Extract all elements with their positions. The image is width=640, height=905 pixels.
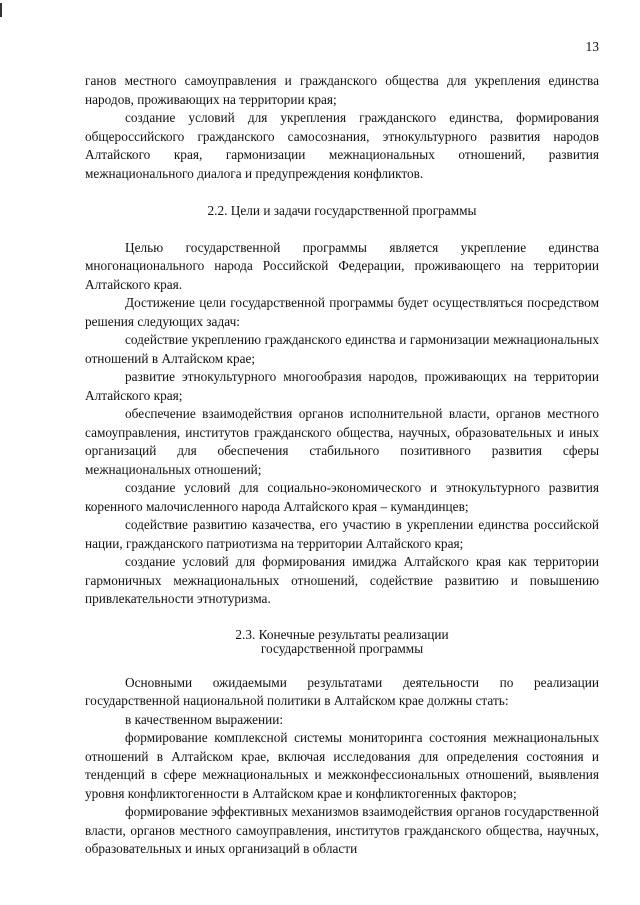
paragraph: обеспечение взаимодействия органов исполнительной власти, органов местного самоуправления, институтов гражданского общества, научных, образовательных и иных организаций для обеспечения стабильного позитивного развития сферы межнациональных отношений;: [85, 406, 599, 477]
paragraph: создание условий для укрепления гражданского единства, формирования общероссийского гражданского самосознания, этнокультурного развития народов Алтайского края, гармонизации межнациональных отношений, развития межнационального диалога и предупреждения конфликтов.: [85, 110, 599, 181]
paragraph: ганов местного самоуправления и гражданского общества для укрепления единства народов, проживающих на территории края;: [85, 73, 599, 107]
paragraph: создание условий для формирования имиджа Алтайского края как территории гармоничных межнациональных отношений, содействие развитию и повышению привлекательности этнотуризма.: [85, 554, 599, 606]
paragraph: Основными ожидаемыми результатами деятельности по реализации государственной национальной политики в Алтайском крае должны стать:: [85, 674, 599, 708]
section-heading-line: государственной программы: [260, 640, 424, 656]
paragraph: содействие развитию казачества, его участию в укреплении единства российской нации, гражданского патриотизма на территории Алтайского края;: [85, 517, 599, 551]
page-number: 13: [585, 39, 599, 54]
paragraph: формирование эффективных механизмов взаимодействия органов государственной власти, органов местного самоуправления, институтов гражданского общества, научных, образовательных и иных организаций в области: [85, 804, 599, 856]
paragraph: Целью государственной программы является укрепление единства многонационального народа Российской Федерации, проживающего на территории Алтайского края.: [85, 239, 599, 292]
paragraph: содействие укреплению гражданского единства и гармонизации межнациональных отношений в Алтайском крае;: [85, 332, 599, 366]
section-heading: 2.2. Цели и задачи государственной программы: [207, 203, 477, 218]
paragraph: Достижение цели государственной программы будет осуществляться посредством решения следующих задач:: [85, 295, 599, 329]
paragraph: создание условий для социально-экономического и этнокультурного развития коренного малочисленного народа Алтайского края – кумандинцев;: [85, 480, 599, 514]
section-heading: [85, 628, 599, 656]
document-body: [85, 72, 599, 859]
paragraph: в качественном выражении:: [125, 711, 284, 727]
section-heading-line: 2.3. Конечные результаты реализации: [235, 626, 449, 642]
paragraph: развитие этнокультурного многообразия народов, проживающих на территории Алтайского края;: [85, 369, 599, 403]
paragraph: формирование комплексной системы мониторинга состояния межнациональных отношений в Алтайском крае, включая исследования для определения состояния и тенденций в сфере межнациональных и межконфессиональных отношений, выявления уровня конфликтогенности в Алтайском крае и конфликтогенных факторов;: [85, 730, 599, 801]
scan-edge-mark: [0, 3, 2, 17]
